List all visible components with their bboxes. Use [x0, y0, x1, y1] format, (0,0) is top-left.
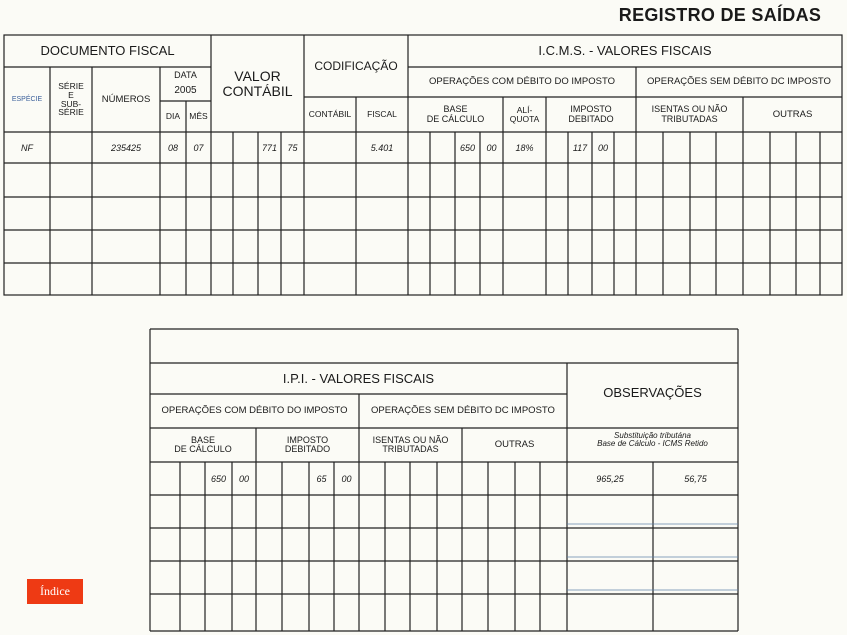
obs-entry-icms: 56,75 [684, 473, 707, 484]
ipi-entry-base-centavos: 00 [238, 473, 249, 484]
icms-outras-header: OUTRAS [772, 108, 813, 120]
entry-numero: 235425 [110, 142, 142, 153]
entry-dia: 08 [167, 142, 178, 153]
entry-valor-centavos: 75 [287, 142, 298, 153]
ipi-base-calculo-header: BASE DE CÁLCULO [174, 434, 232, 454]
ipi-op-sem-debito-header: OPERAÇÕES SEM DÉBITO DC IMPOSTO [371, 405, 555, 417]
ipi-entry-base-reais: 650 [210, 473, 227, 484]
aliquota-header: ALÍ- QUOTA [509, 104, 540, 124]
observacoes-header: OBSERVAÇÕES [603, 385, 702, 401]
contabil-header: CONTÁBIL [308, 109, 352, 120]
icms-base-calculo-header: BASE DE CÁLCULO [426, 104, 485, 124]
ano-header: 2005 [174, 84, 197, 96]
icms-op-com-debito-header: OPERAÇÕES COM DÉBITO DO IMPOSTO [429, 76, 615, 88]
ipi-entry-imposto-centavos: 00 [341, 473, 352, 484]
observacoes-note: Substituição tributána Base de Cálculo - ICMS Retido [597, 430, 708, 448]
numeros-header: NÚMEROS [101, 93, 151, 105]
ipi-outras-header: OUTRAS [494, 439, 535, 451]
indice-button[interactable]: Índice [27, 579, 83, 604]
ipi-form [0, 300, 847, 635]
mes-header: MÊS [189, 111, 208, 122]
entry-base-reais: 650 [459, 142, 476, 153]
serie-header: SÉRIE E SUB- SÉRIE [58, 80, 84, 118]
icms-isentas-header: ISENTAS OU NÃO TRIBUTADAS [651, 104, 728, 124]
ipi-header: I.P.I. - VALORES FISCAIS [282, 370, 435, 386]
ipi-isentas-header: ISENTAS OU NÃO TRIBUTADAS [372, 434, 449, 454]
ipi-op-com-debito-header: OPERAÇÕES COM DÉBITO DO IMPOSTO [161, 405, 348, 417]
icms-imposto-debitado-header: IMPOSTO DEBITADO [568, 104, 614, 124]
page-title: REGISTRO DE SAÍDAS [618, 5, 822, 25]
documento-fiscal-header: DOCUMENTO FISCAL [40, 43, 175, 59]
ipi-imposto-debitado-header: IMPOSTO DEBITADO [284, 434, 331, 454]
valor-contabil-header: VALOR CONTÁBIL [222, 67, 293, 99]
dia-header: DIA [165, 111, 181, 122]
entry-especie: NF [21, 142, 33, 153]
icms-op-sem-debito-header: OPERAÇÕES SEM DÉBITO DC IMPOSTO [647, 76, 831, 88]
icms-header: I.C.M.S. - VALORES FISCAIS [538, 43, 712, 59]
entry-fiscal: 5.401 [370, 142, 394, 153]
entry-aliquota: 18% [515, 142, 534, 153]
entry-base-centavos: 00 [486, 142, 497, 153]
entry-mes: 07 [193, 142, 204, 153]
especie-header: ESPÉCIE [11, 95, 43, 103]
codificacao-header: CODIFICAÇÃO [314, 58, 398, 73]
obs-entry-base: 965,25 [596, 473, 624, 484]
data-header: DATA [174, 70, 197, 81]
fiscal-header: FISCAL [367, 109, 397, 120]
entry-valor-reais: 771 [261, 142, 278, 153]
ipi-entry-imposto-reais: 65 [316, 473, 327, 484]
registro-saidas-form [0, 0, 847, 300]
entry-imposto-centavos: 00 [597, 142, 608, 153]
entry-imposto-reais: 117 [572, 142, 588, 153]
